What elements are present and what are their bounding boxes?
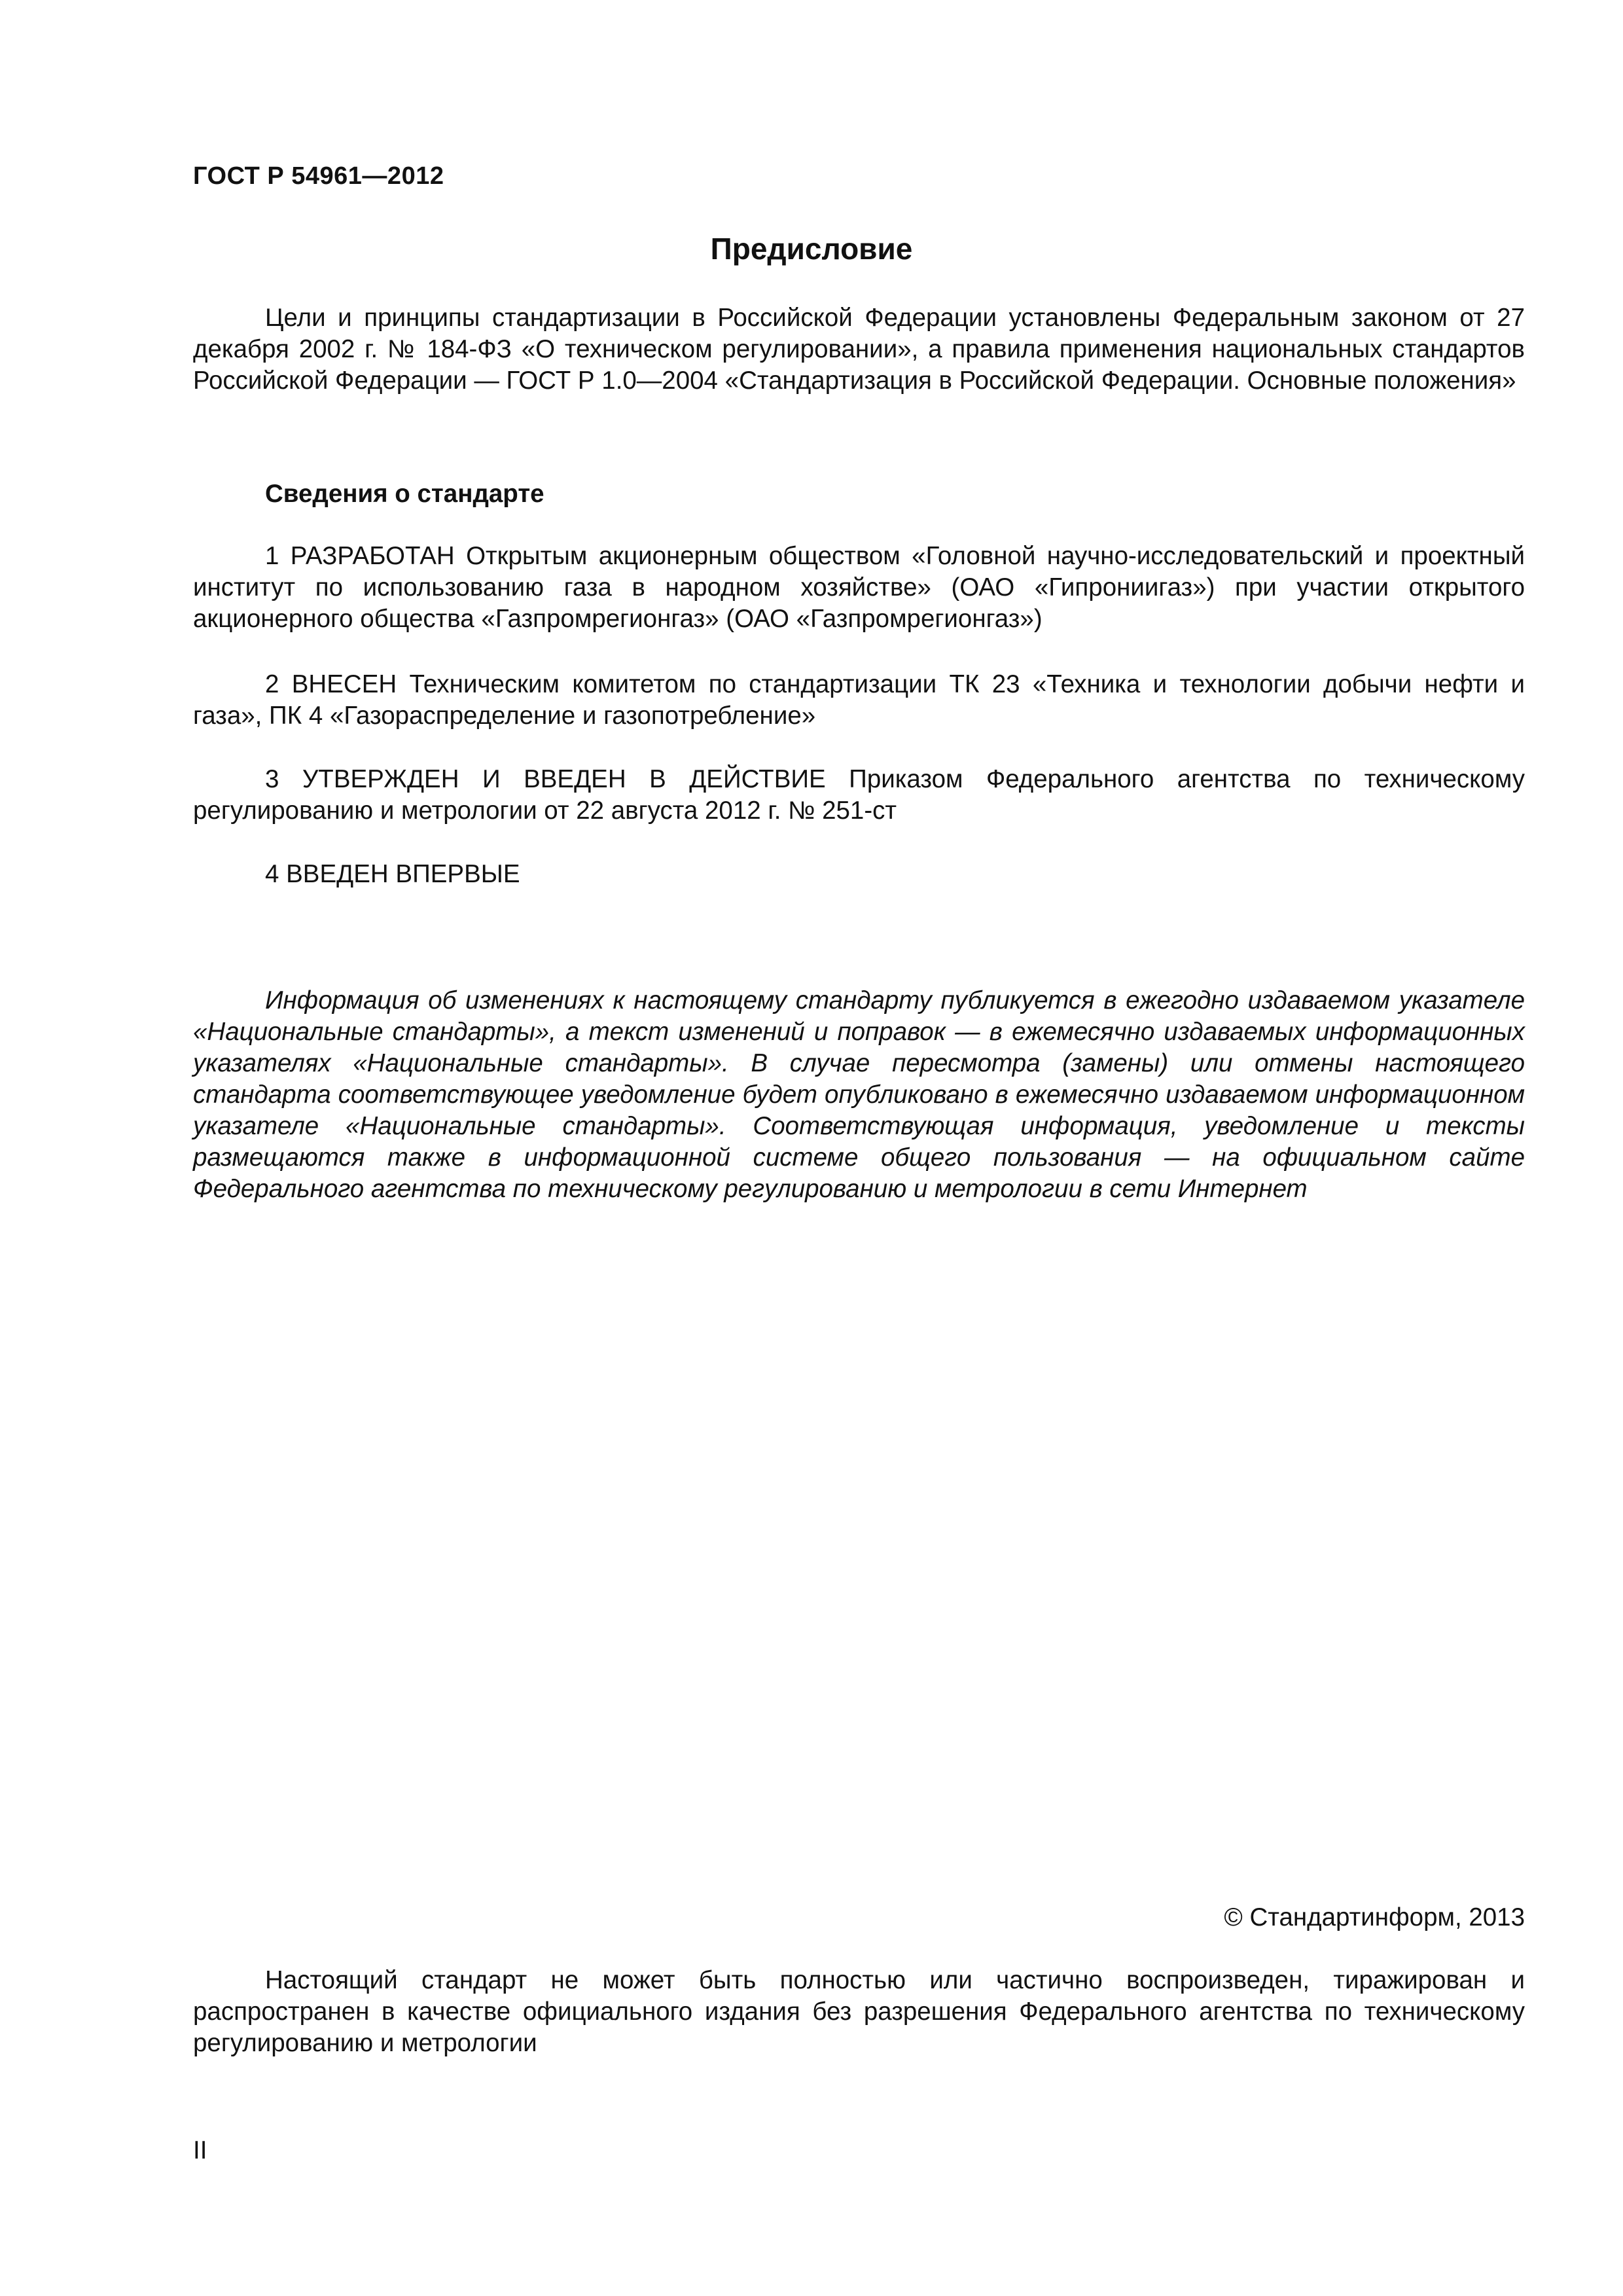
info-item-3: 3 УТВЕРЖДЕН И ВВЕДЕН В ДЕЙСТВИЕ Приказом Федерального агентства по техническому регулированию и метрологии от 22 августа 2012 г. № 251-ст [193, 765, 1525, 825]
page-number: II [193, 2136, 207, 2164]
info-item-2: 2 ВНЕСЕН Техническим комитетом по стандартизации ТК 23 «Техника и технологии добычи нефти и газа», ПК 4 «Газораспределение и газопотребление» [193, 670, 1525, 730]
info-item-4: 4 ВВЕДЕН ВПЕРВЫЕ [265, 860, 520, 888]
notice-text: Информация об изменениях к настоящему стандарту публикуется в ежегодно издаваемом указателе «Национальные стандарты», а текст изменений и поправок — в ежемесячно издаваемых информационных указателях «Национальные стандарты». В случае пересмотра (замены) или отмены настоящего стандарта соответствующее уведомление будет опубликовано в ежемесячно издаваемом информационном указателе «Национальные стандарты». Соответствующая информация, уведомление и тексты размещаются также в информационной системе общего пользования — на официальном сайте Федерального агентства по техническому регулированию и метрологии в сети Интернет [193, 986, 1525, 1203]
info-heading: Сведения о стандарте [265, 480, 544, 508]
reproduction-notice: Настоящий стандарт не может быть полностью или частично воспроизведен, тиражирован и распространен в качестве официального издания без разрешения Федерального агентства по техническому регулированию и метрологии [193, 1966, 1525, 2057]
document-code: ГОСТ Р 54961—2012 [193, 162, 444, 190]
info-item-1: 1 РАЗРАБОТАН Открытым акционерным обществом «Головной научно-исследовательский и проектный институт по использованию газа в народном хозяйстве» (ОАО «Гипрониигаз») при участии открытого акционерного общества «Газпромрегионгаз» (ОАО «Газпромрегионгаз») [193, 542, 1525, 633]
page-title: Предисловие [710, 232, 913, 266]
preface-intro: Цели и принципы стандартизации в Российской Федерации установлены Федеральным законом от 27 декабря 2002 г. № 184-ФЗ «О техническом регулировании», а правила применения национальных стандартов Российской Федерации — ГОСТ Р 1.0—2004 «Стандартизация в Российской Федерации. Основные положения» [193, 304, 1525, 395]
copyright: © Стандартинформ, 2013 [1224, 1903, 1525, 1931]
